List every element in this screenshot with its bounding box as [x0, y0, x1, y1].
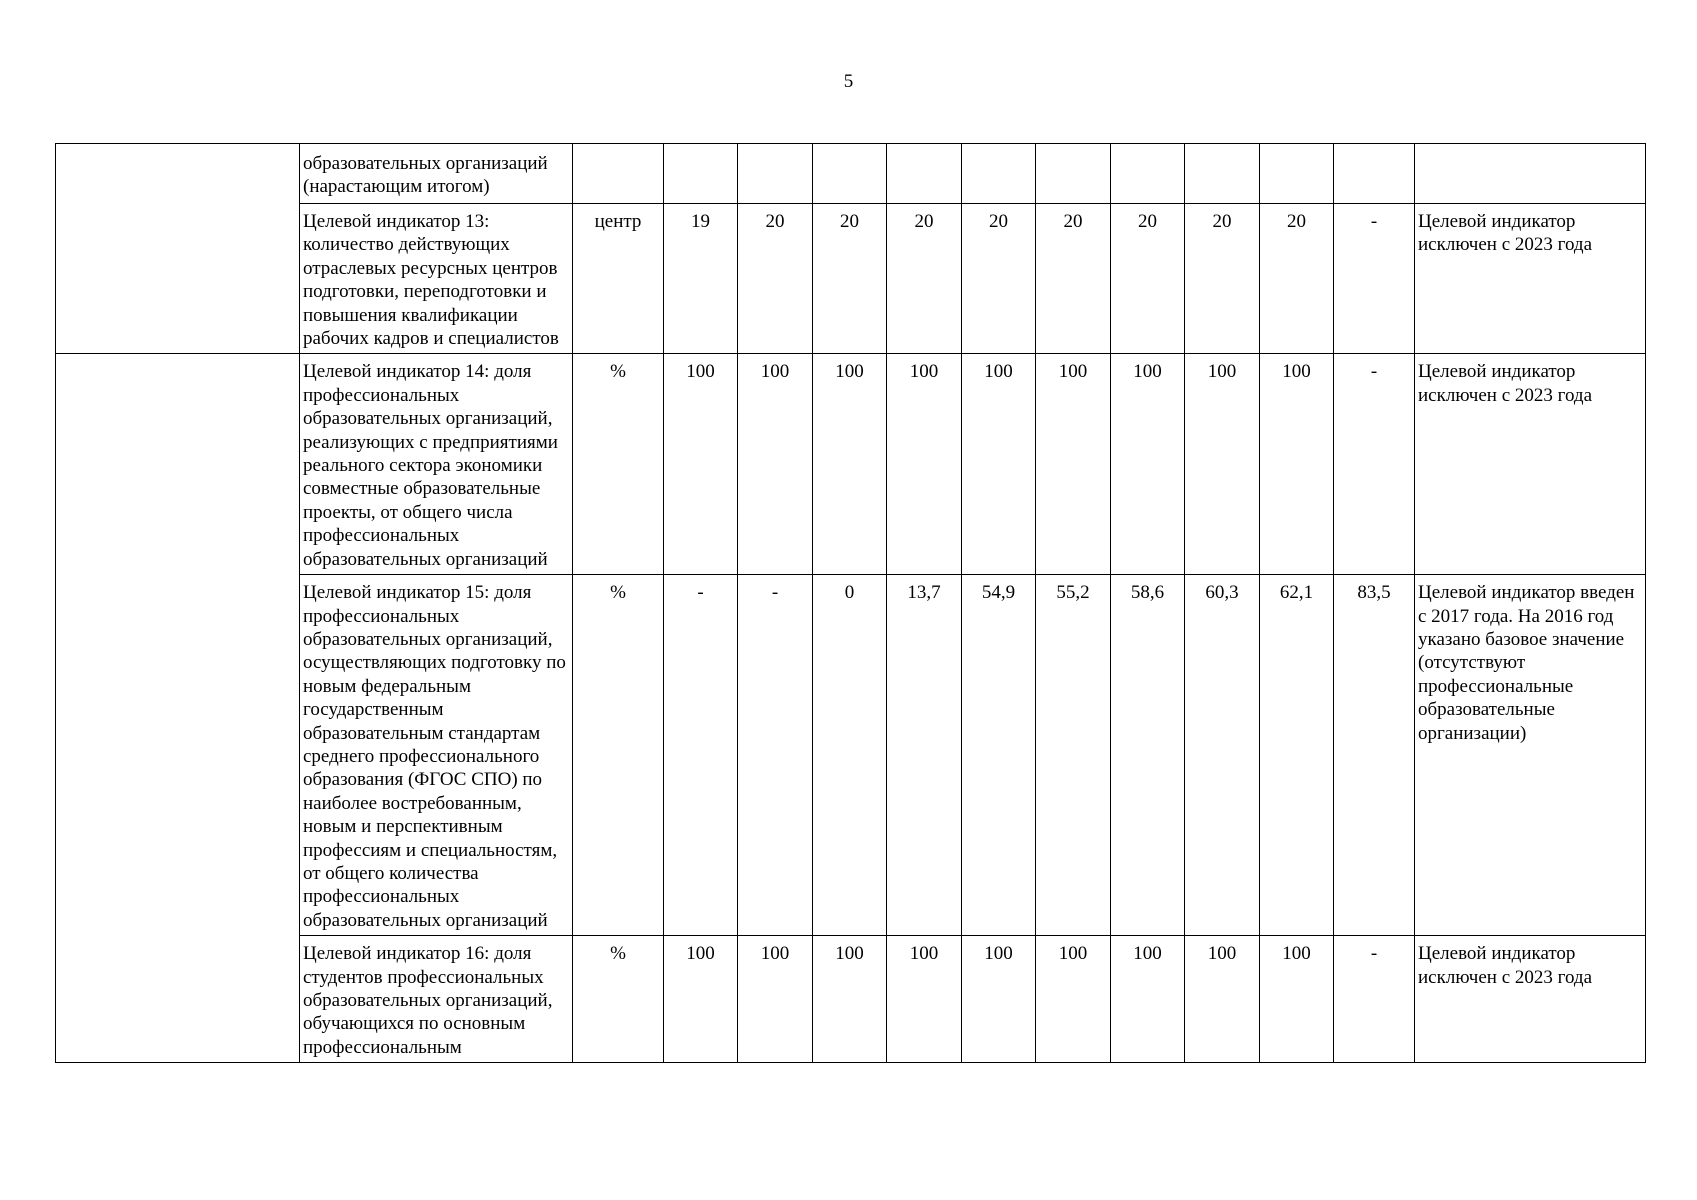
- note-cell: Целевой индикатор исключен с 2023 года: [1415, 204, 1646, 354]
- unit-cell: %: [573, 354, 664, 575]
- value-cell: -: [1334, 204, 1415, 354]
- program-cell: [56, 354, 300, 1063]
- value-cell: [664, 144, 738, 204]
- value-cell: 60,3: [1185, 575, 1260, 936]
- value-cell: 100: [962, 354, 1036, 575]
- page-number: 5: [843, 71, 854, 92]
- value-cell: [962, 144, 1036, 204]
- value-cell: 54,9: [962, 575, 1036, 936]
- value-cell: 100: [813, 354, 887, 575]
- value-cell: 58,6: [1111, 575, 1185, 936]
- value-cell: 100: [887, 354, 962, 575]
- value-cell: 100: [1111, 936, 1185, 1063]
- value-cell: 100: [887, 936, 962, 1063]
- value-cell: -: [1334, 354, 1415, 575]
- value-cell: 100: [1036, 354, 1111, 575]
- value-cell: 62,1: [1260, 575, 1334, 936]
- value-cell: 20: [962, 204, 1036, 354]
- value-cell: 100: [962, 936, 1036, 1063]
- value-cell: 100: [1111, 354, 1185, 575]
- value-cell: [1334, 144, 1415, 204]
- unit-cell: %: [573, 575, 664, 936]
- value-cell: 100: [738, 936, 813, 1063]
- indicator-name: Целевой индикатор 15: доля профессиональных образовательных организаций, осуществляющих подготовку по новым федеральным государственным образовательным стандартам среднего профессионального образования (ФГОС СПО) по наиболее востребованным, новым и перспективным профессиям и специальностям, от общего количества профессиональных образовательных организаций: [300, 575, 573, 936]
- value-cell: 100: [1260, 354, 1334, 575]
- value-cell: 20: [1036, 204, 1111, 354]
- value-cell: 55,2: [1036, 575, 1111, 936]
- note-cell: Целевой индикатор исключен с 2023 года: [1415, 354, 1646, 575]
- program-cell: [56, 144, 300, 354]
- value-cell: 20: [813, 204, 887, 354]
- value-cell: -: [664, 575, 738, 936]
- value-cell: 100: [1036, 936, 1111, 1063]
- value-cell: 20: [887, 204, 962, 354]
- indicator-name: Целевой индикатор 14: доля профессиональных образовательных организаций, реализующих с предприятиями реального сектора экономики совместные образовательные проекты, от общего числа профессиональных образовательных организаций: [300, 354, 573, 575]
- unit-cell: центр: [573, 204, 664, 354]
- value-cell: 100: [813, 936, 887, 1063]
- value-cell: [1111, 144, 1185, 204]
- note-cell: Целевой индикатор исключен с 2023 года: [1415, 936, 1646, 1063]
- value-cell: 13,7: [887, 575, 962, 936]
- value-cell: 0: [813, 575, 887, 936]
- value-cell: [738, 144, 813, 204]
- indicator-name: образовательных организаций (нарастающим итогом): [300, 144, 573, 204]
- value-cell: [813, 144, 887, 204]
- value-cell: -: [1334, 936, 1415, 1063]
- value-cell: 100: [738, 354, 813, 575]
- value-cell: [1036, 144, 1111, 204]
- note-cell: Целевой индикатор введен с 2017 года. На 2016 год указано базовое значение (отсутствуют профессиональные образовательные организации): [1415, 575, 1646, 936]
- value-cell: 100: [1185, 936, 1260, 1063]
- value-cell: 100: [664, 354, 738, 575]
- value-cell: 20: [1185, 204, 1260, 354]
- value-cell: [887, 144, 962, 204]
- value-cell: 20: [738, 204, 813, 354]
- value-cell: 20: [1111, 204, 1185, 354]
- value-cell: 100: [1260, 936, 1334, 1063]
- table-row: [56, 144, 1646, 204]
- value-cell: -: [738, 575, 813, 936]
- unit-cell: [573, 144, 664, 204]
- value-cell: 83,5: [1334, 575, 1415, 936]
- value-cell: 100: [1185, 354, 1260, 575]
- indicator-name: Целевой индикатор 13: количество действующих отраслевых ресурсных центров подготовки, переподготовки и повышения квалификации рабочих кадров и специалистов: [300, 204, 573, 354]
- value-cell: 19: [664, 204, 738, 354]
- value-cell: [1260, 144, 1334, 204]
- note-cell: [1415, 144, 1646, 204]
- value-cell: 20: [1260, 204, 1334, 354]
- indicators-table: [55, 143, 1646, 1063]
- value-cell: [1185, 144, 1260, 204]
- indicator-name: Целевой индикатор 16: доля студентов профессиональных образовательных организаций, обучающихся по основным профессиональным: [300, 936, 573, 1063]
- unit-cell: %: [573, 936, 664, 1063]
- table-row: [56, 354, 1646, 575]
- value-cell: 100: [664, 936, 738, 1063]
